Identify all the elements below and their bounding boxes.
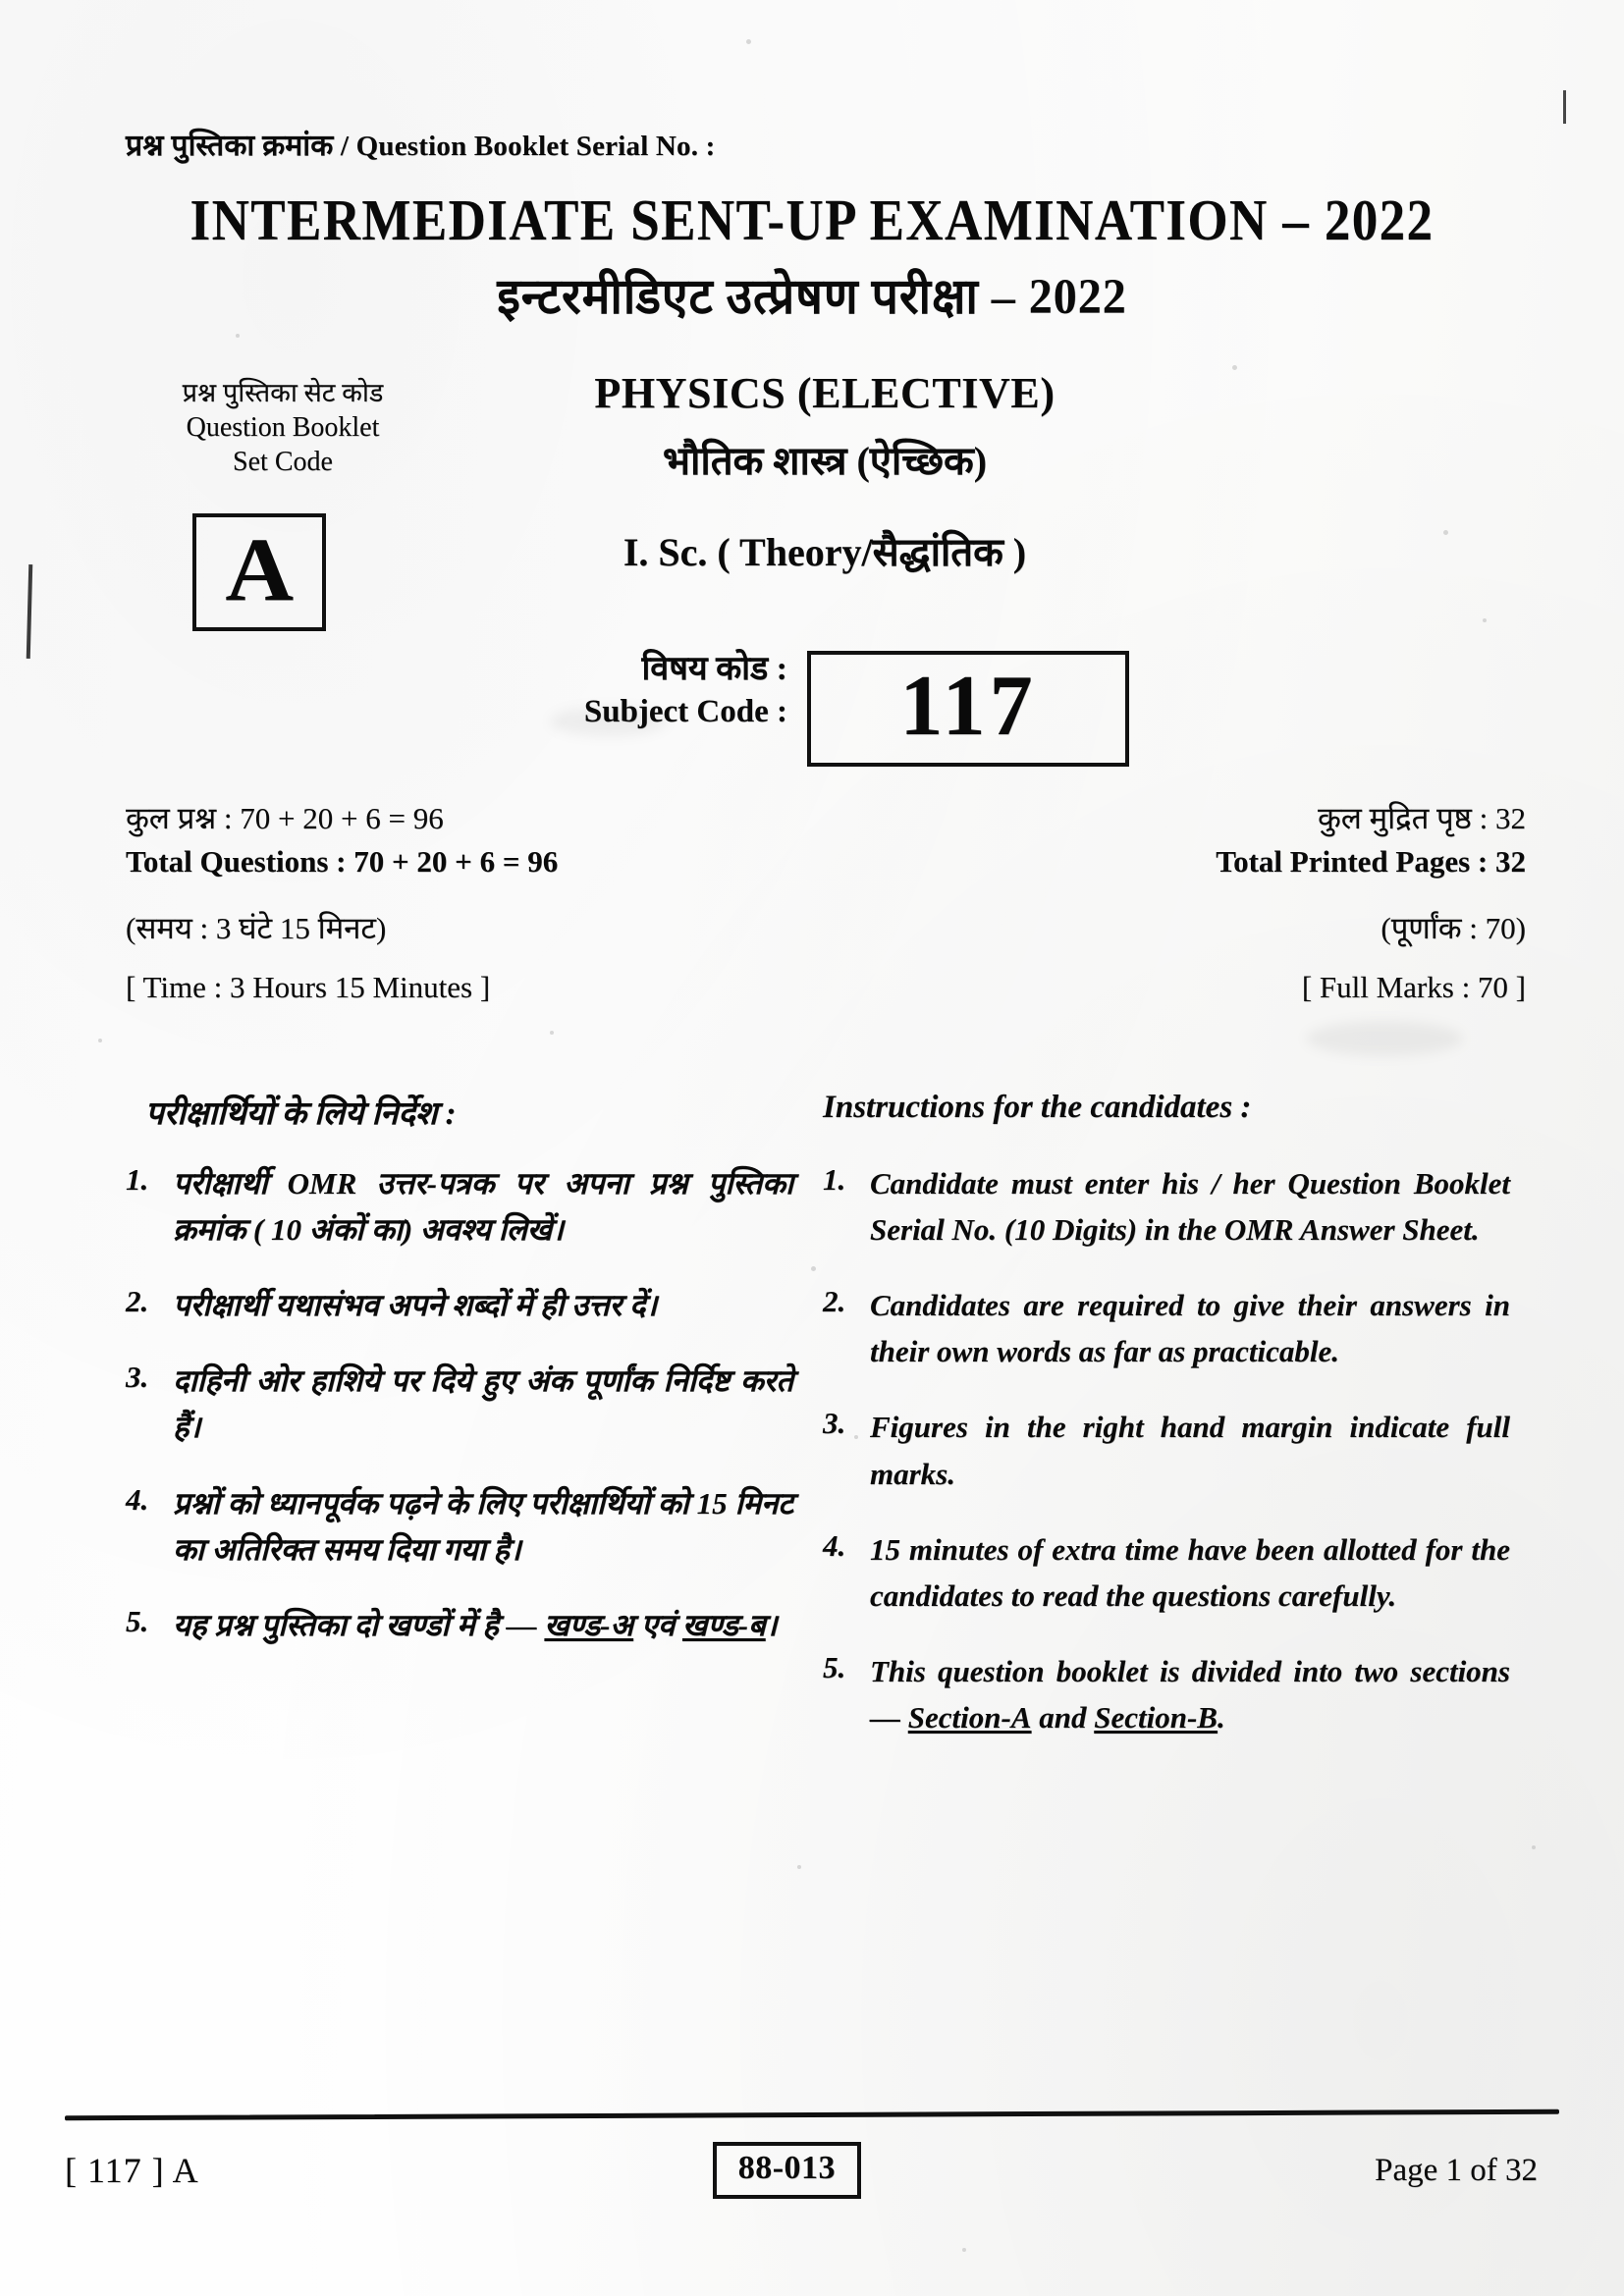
scan-speck (746, 39, 751, 44)
instruction-item (823, 1648, 1510, 1740)
paper-type-line: I. Sc. ( Theory/सैद्धांतिक ) (623, 530, 1027, 574)
scan-speck (962, 2248, 966, 2252)
total-questions-hindi: कुल प्रश्न : 70 + 20 + 6 = 96 (126, 801, 444, 835)
exam-title-hindi: इन्टरमीडिएट उत्प्रेषण परीक्षा – 2022 (497, 269, 1127, 325)
instructions-list-hindi (126, 1160, 793, 1678)
full-marks-english: [ Full Marks : 70 ] (1301, 970, 1526, 1004)
set-code-value: A (225, 519, 294, 619)
instruction-text: दाहिनी ओर हाशिये पर दिये हुए अंक पूर्णांक निर्दिष्ट करते हैं। (173, 1363, 793, 1445)
subject-title-hindi: भौतिक शास्त्र (ऐच्छिक) (662, 439, 988, 483)
instruction-text: This question booklet is divided into two sections — Section-A and Section-B. (870, 1653, 1510, 1735)
instructions-heading-hindi: परीक्षार्थियों के लिये निर्देश : (145, 1096, 457, 1132)
instruction-number: 4. (823, 1527, 846, 1563)
instruction-item (823, 1404, 1510, 1496)
serial-label-hindi: प्रश्न पुस्तिका क्रमांक (126, 130, 334, 162)
instruction-number: 2. (126, 1284, 149, 1319)
set-code-label-english-line2: Set Code (233, 447, 333, 478)
instruction-number: 3. (126, 1360, 149, 1395)
instruction-item (823, 1160, 1510, 1253)
scan-speck (1532, 1845, 1536, 1849)
scan-speck (1483, 618, 1487, 622)
instruction-text: Figures in the right hand margin indicate full marks. (870, 1410, 1510, 1491)
instruction-item (823, 1526, 1510, 1619)
instruction-text: 15 minutes of extra time have been allotted for the candidates to read the questions carefully. (870, 1531, 1510, 1613)
footer-page-number: Page 1 of 32 (1375, 2152, 1538, 2188)
total-printed-pages-hindi: कुल मुद्रित पृष्ठ : 32 (1317, 801, 1526, 835)
stats-row-hindi-time (126, 907, 1526, 948)
scan-edge-mark (27, 564, 33, 659)
time-hindi: (समय : 3 घंटे 15 मिनट) (126, 911, 387, 945)
instruction-item (126, 1358, 793, 1450)
subject-title-english: PHYSICS (ELECTIVE) (594, 369, 1056, 417)
subject-code-label (473, 648, 787, 733)
footer-divider (65, 2109, 1559, 2121)
instruction-text: परीक्षार्थी OMR उत्तर-पत्रक पर अपना प्रश्न पुस्तिका क्रमांक ( 10 अंकों का) अवश्य लिखें। (173, 1166, 793, 1248)
time-english: [ Time : 3 Hours 15 Minutes ] (126, 970, 491, 1004)
instruction-number: 5. (126, 1603, 149, 1638)
subject-code-value: 117 (899, 659, 1037, 754)
instruction-text: प्रश्नों को ध्यानपूर्वक पढ़ने के लिए परीक्षार्थियों को 15 मिनट का अतिरिक्त समय दिया गया है। (173, 1485, 793, 1567)
question-booklet-serial-line (126, 124, 716, 164)
question-booklet-set-code-label (135, 376, 430, 480)
instruction-number: 1. (823, 1162, 846, 1197)
total-questions-english: Total Questions : 70 + 20 + 6 = 96 (126, 844, 559, 879)
serial-label-english: Question Booklet Serial No. : (355, 131, 716, 162)
instruction-text: यह प्रश्न पुस्तिका दो खण्डों में है — खण्ड-अ एवं खण्ड-ब। (173, 1607, 778, 1642)
stats-row-english-counts (126, 844, 1526, 880)
scan-speck (98, 1039, 102, 1042)
scan-speck (1232, 365, 1237, 370)
instructions-list-english (823, 1160, 1510, 1770)
subject-code-label-english: Subject Code : (583, 694, 787, 730)
set-code-label-english-line1: Question Booklet (186, 411, 380, 443)
scan-speck (797, 1865, 801, 1869)
scan-speck (550, 1031, 554, 1035)
instructions-heading-english: Instructions for the candidates : (823, 1090, 1252, 1125)
footer-subject-set: [ 117 ] A (65, 2151, 199, 2190)
page-footer (65, 2142, 1559, 2199)
serial-separator: / (333, 131, 356, 162)
subject-code-label-hindi: विषय कोड : (641, 651, 787, 687)
exam-stats (126, 797, 1526, 1011)
exam-title-english: INTERMEDIATE SENT-UP EXAMINATION – 2022 (189, 188, 1435, 253)
instruction-number: 5. (823, 1649, 846, 1684)
scan-smudge (1306, 1021, 1463, 1056)
set-code-label-hindi: प्रश्न पुस्तिका सेट कोड (182, 378, 384, 407)
instruction-item (126, 1160, 793, 1253)
instruction-number: 1. (126, 1162, 149, 1197)
instruction-number: 3. (823, 1406, 846, 1441)
instruction-text: Candidates are required to give their answers in their own words as far as practicable. (870, 1288, 1510, 1369)
instruction-item (126, 1602, 793, 1648)
instruction-text: परीक्षार्थी यथासंभव अपने शब्दों में ही उत्तर दें। (173, 1288, 658, 1323)
scan-speck (236, 334, 240, 338)
footer-paper-code: 88-013 (713, 2142, 861, 2199)
full-marks-hindi: (पूर्णांक : 70) (1380, 911, 1526, 945)
set-code-box (192, 513, 326, 631)
instruction-item (126, 1282, 793, 1328)
subject-code-box (807, 651, 1129, 767)
total-printed-pages-english: Total Printed Pages : 32 (1216, 844, 1526, 879)
instruction-text: Candidate must enter his / her Question Booklet Serial No. (10 Digits) in the OMR Answer Sheet. (870, 1166, 1510, 1248)
scan-speck (811, 1266, 816, 1271)
scan-speck (1443, 530, 1448, 535)
scan-edge-mark-top (1563, 90, 1566, 124)
instruction-item (823, 1282, 1510, 1374)
instruction-number: 4. (126, 1481, 149, 1517)
instruction-item (126, 1480, 793, 1573)
instruction-number: 2. (823, 1284, 846, 1319)
stats-row-english-time (126, 970, 1526, 1005)
stats-row-hindi-counts (126, 797, 1526, 838)
